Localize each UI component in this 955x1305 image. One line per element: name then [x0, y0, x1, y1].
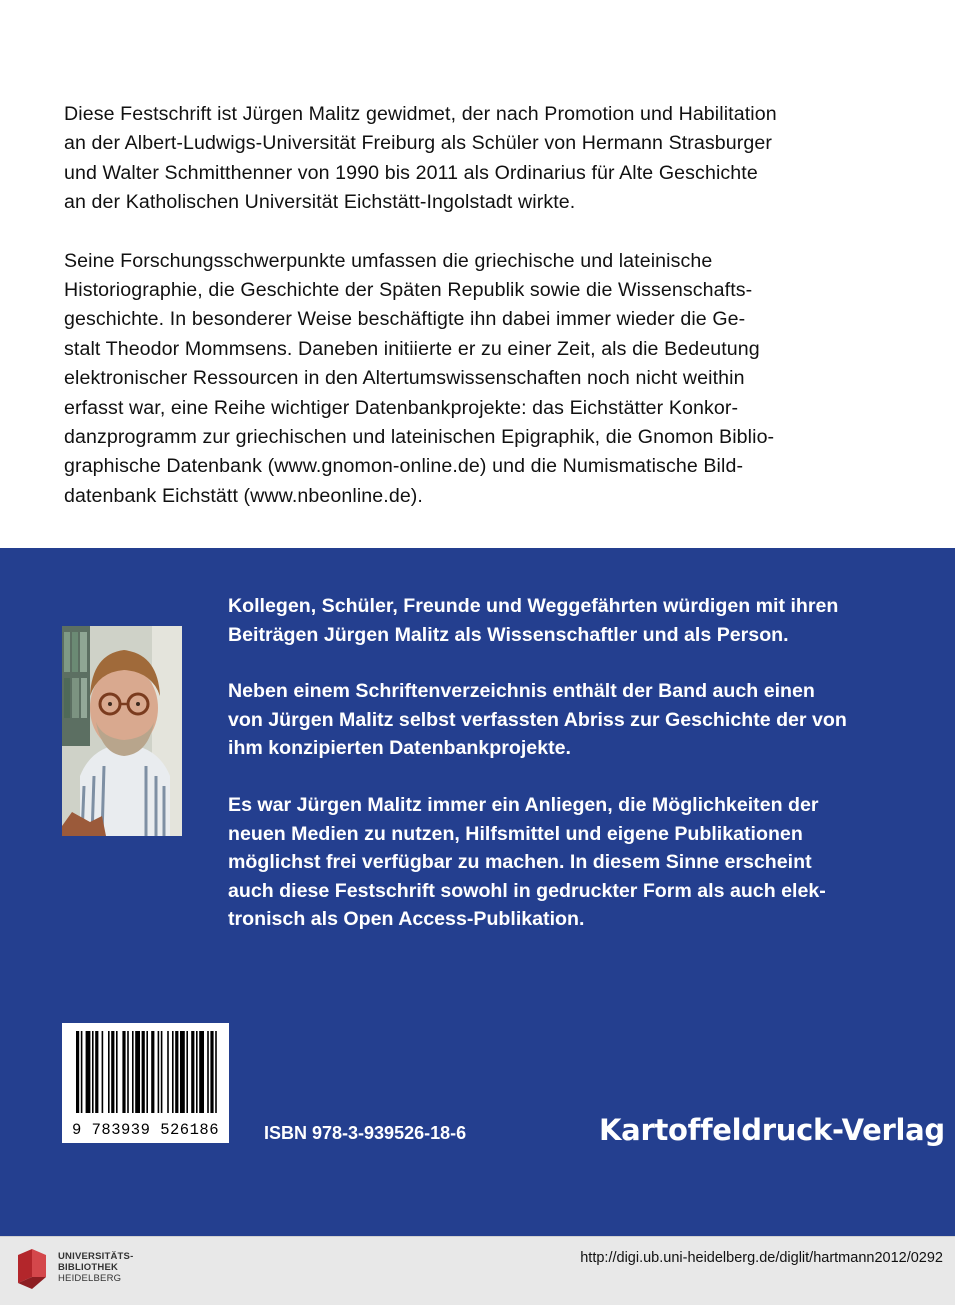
intro-section [0, 0, 955, 548]
author-photo [62, 626, 182, 836]
barcode-bar [127, 1031, 129, 1113]
barcode-bar [76, 1031, 79, 1113]
barcode-bar [122, 1031, 125, 1113]
barcode-bar [86, 1031, 91, 1113]
barcode-bar [92, 1031, 94, 1113]
barcode-digits: 9 783939 526186 [71, 1121, 220, 1139]
barcode-bar [111, 1031, 114, 1113]
source-url-link[interactable]: http://digi.ub.uni-heidelberg.de/diglit/hartmann2012/0292 [580, 1250, 943, 1266]
barcode-bar [146, 1031, 148, 1113]
library-logo-icon [10, 1247, 52, 1291]
barcode-bar [215, 1031, 217, 1113]
barcode-bar [207, 1031, 209, 1113]
barcode-bar [102, 1031, 104, 1113]
author-photo-image [62, 626, 182, 836]
barcode-bar [196, 1031, 198, 1113]
library-name-line-2: BIBLIOTHEK [58, 1262, 119, 1273]
barcode-bar [172, 1031, 174, 1113]
barcode-bar [142, 1031, 145, 1113]
isbn-label: ISBN 978-3-939526-18-6 [264, 1123, 467, 1143]
blurb-paragraph-2: Neben einem Schriftenverzeichnis enthält der Band auch einen von Jürgen Malitz selbst verfassten Abriss zur Geschichte der von ihm konzipierten Datenbankprojekte. [228, 680, 847, 760]
barcode-bar [132, 1031, 134, 1113]
barcode-bar [151, 1031, 154, 1113]
barcode-bar [158, 1031, 160, 1113]
intro-text [64, 100, 904, 540]
library-name [58, 1251, 133, 1284]
barcode [62, 1023, 229, 1143]
barcode-bars [62, 1023, 229, 1123]
publisher-name: Kartoffeldruck-Verlag [599, 1113, 945, 1147]
barcode-bar [175, 1031, 178, 1113]
barcode-bar [95, 1031, 98, 1113]
back-cover-panel [0, 548, 955, 1236]
barcode-bar [191, 1031, 194, 1113]
blurb-paragraph-1: Kollegen, Schüler, Freunde und Weggefährten würdigen mit ihren Beiträgen Jürgen Malitz als Wissenschaftler und als Person. [228, 595, 839, 646]
blurb-paragraph-3: Es war Jürgen Malitz immer ein Anliegen, die Möglichkeiten der neuen Medien zu nutzen, Hilfsmittel und eigene Publikationen möglichst frei verfügbar zu machen. In diesem Sinne erscheint auch diese Festschrift sowohl in gedruckter Form als auch elek- tronisch als Open Access-Publikation. [228, 793, 826, 931]
barcode-bar [199, 1031, 204, 1113]
intro-paragraph-2: Seine Forschungsschwerpunkte umfassen die griechische und lateinische Historiographie, die Geschichte der Späten Republik sowie die Wissenschafts- geschichte. In besonderer Weise beschäftigte ihn dabei immer wieder die Ge- stalt Theodor Mommsens. Daneben initiierte er zu einer Zeit, als die Bedeutung elektronischer Ressourcen in den Altertumswissenschaften noch nicht weithin erfasst war, eine Reihe wichtiger Datenbankprojekte: das Eichstätter Konkor- danzprogramm zur griechischen und lateinischen Epigraphik, die Gnomon Biblio- graphische Datenbank (www.gnomon-online.de) und die Numismatische Bild- datenbank Eichstätt (www.nbeonline.de). [64, 249, 775, 507]
barcode-bar [135, 1031, 140, 1113]
barcode-bar [161, 1031, 163, 1113]
barcode-bar [210, 1031, 213, 1113]
digitization-footer [0, 1236, 955, 1305]
barcode-bar [186, 1031, 188, 1113]
barcode-bar [167, 1031, 169, 1113]
barcode-bar [116, 1031, 118, 1113]
barcode-bar [180, 1031, 185, 1113]
intro-paragraph-1: Diese Festschrift ist Jürgen Malitz gewidmet, der nach Promotion und Habilitation an der Albert-Ludwigs-Universität Freiburg als Schüler von Hermann Strasburger und Walter Schmitthenner von 1990 bis 2011 als Ordinarius für Alte Geschichte an der Katholischen Universität Eichstätt-Ingolstadt wirkte. [64, 103, 777, 214]
barcode-bar [108, 1031, 110, 1113]
barcode-bar [81, 1031, 83, 1113]
library-name-line-3: HEIDELBERG [58, 1273, 122, 1284]
library-name-line-1: UNIVERSITÄTS- [58, 1251, 134, 1262]
blurb-text [228, 592, 928, 962]
